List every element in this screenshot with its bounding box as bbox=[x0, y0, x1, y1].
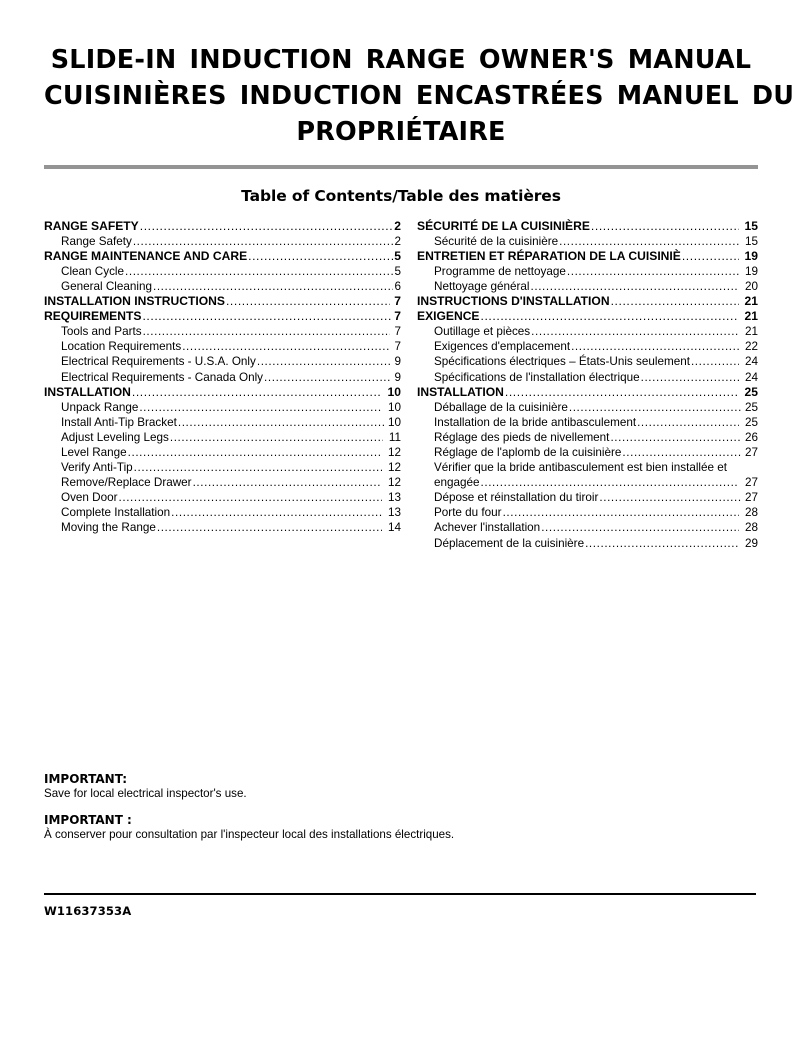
toc-dot-leader bbox=[248, 249, 393, 264]
toc-dot-leader bbox=[119, 490, 382, 505]
toc-entry-page: 27 bbox=[744, 476, 758, 490]
toc-entry[interactable] bbox=[417, 264, 758, 279]
toc-column-english bbox=[44, 219, 401, 536]
toc-entry-label: Installation de la bride antibasculement bbox=[434, 415, 637, 429]
toc-dot-leader bbox=[157, 520, 382, 535]
toc-dot-leader bbox=[264, 370, 390, 385]
toc-entry-label: Electrical Requirements - Canada Only bbox=[61, 370, 264, 384]
toc-entry[interactable] bbox=[44, 264, 401, 279]
toc-entry-page: 24 bbox=[744, 355, 758, 369]
toc-entry-label: Remove/Replace Drawer bbox=[61, 476, 192, 490]
title-divider bbox=[44, 165, 758, 169]
toc-dot-leader bbox=[481, 475, 739, 490]
toc-entry-label: EXIGENCE bbox=[417, 309, 480, 324]
toc-entry-label: Complete Installation bbox=[61, 506, 171, 520]
toc-dot-leader bbox=[503, 505, 739, 520]
toc-entry[interactable] bbox=[417, 339, 758, 354]
toc-dot-leader bbox=[531, 279, 739, 294]
toc-entry-page: 27 bbox=[744, 446, 758, 460]
toc-entry-label-continued bbox=[434, 475, 758, 490]
important-heading-fr: IMPORTANT : bbox=[44, 813, 132, 827]
toc-entry-label2: engagée bbox=[434, 476, 480, 490]
toc-entry-page: 27 bbox=[744, 491, 758, 505]
toc-entry[interactable] bbox=[44, 460, 401, 475]
toc-entry[interactable] bbox=[44, 400, 401, 415]
toc-entry[interactable] bbox=[417, 385, 758, 400]
toc-dot-leader bbox=[641, 370, 741, 385]
toc-entry-page: 12 bbox=[387, 476, 401, 490]
toc-entry[interactable] bbox=[417, 400, 758, 415]
toc-entry-label: Unpack Range bbox=[61, 400, 139, 414]
toc-entry-page: 7 bbox=[394, 340, 401, 354]
toc-entry[interactable] bbox=[44, 430, 401, 445]
toc-entry-page: 5 bbox=[394, 248, 401, 263]
toc-dot-leader bbox=[170, 430, 383, 445]
toc-entry-label: INSTRUCTIONS D'INSTALLATION bbox=[417, 294, 610, 309]
toc-entry-page: 12 bbox=[387, 446, 401, 460]
toc-entry-page: 12 bbox=[387, 461, 401, 475]
toc-entry-page: 26 bbox=[744, 430, 758, 444]
toc-entry[interactable] bbox=[417, 520, 758, 535]
part-number: W11637353A bbox=[44, 904, 132, 918]
toc-dot-leader bbox=[139, 400, 382, 415]
toc-entry[interactable] bbox=[417, 309, 758, 324]
toc-entry[interactable] bbox=[44, 475, 401, 490]
toc-dot-leader bbox=[132, 385, 382, 400]
toc-entry-label: SÉCURITÉ DE LA CUISINIÈRE bbox=[417, 218, 590, 233]
toc-entry-label: Exigences d'emplacement bbox=[434, 340, 571, 354]
important-body-en: Save for local electrical inspector's use. bbox=[44, 787, 247, 800]
toc-entry-page: 9 bbox=[394, 355, 401, 369]
toc-entry-page: 7 bbox=[394, 309, 401, 324]
footer-divider bbox=[44, 893, 756, 895]
toc-entry[interactable] bbox=[417, 460, 758, 490]
toc-dot-leader bbox=[622, 445, 741, 460]
toc-entry[interactable] bbox=[417, 354, 758, 369]
toc-entry[interactable] bbox=[44, 219, 401, 234]
toc-entry-label: INSTALLATION bbox=[417, 384, 504, 399]
toc-entry[interactable] bbox=[44, 370, 401, 385]
toc-dot-leader bbox=[571, 339, 739, 354]
toc-entry[interactable] bbox=[417, 490, 758, 505]
toc-entry-label: Réglage de l'aplomb de la cuisinière bbox=[434, 446, 622, 460]
toc-entry-label: Oven Door bbox=[61, 491, 118, 505]
toc-entry-label: Moving the Range bbox=[61, 521, 156, 535]
toc-entry-page: 15 bbox=[744, 234, 758, 248]
toc-dot-leader bbox=[193, 475, 382, 490]
toc-entry-label: Adjust Leveling Legs bbox=[61, 430, 169, 444]
toc-dot-leader bbox=[531, 324, 739, 339]
toc-entry[interactable] bbox=[44, 309, 401, 324]
toc-entry[interactable] bbox=[44, 354, 401, 369]
toc-dot-leader bbox=[591, 219, 739, 234]
toc-dot-leader bbox=[182, 339, 390, 354]
toc-entry-page: 10 bbox=[387, 384, 401, 399]
table-of-contents bbox=[44, 219, 758, 551]
toc-dot-leader bbox=[585, 536, 739, 551]
toc-entry-label: Outillage et pièces bbox=[434, 325, 531, 339]
toc-entry-label: Porte du four bbox=[434, 506, 502, 520]
toc-entry[interactable] bbox=[44, 415, 401, 430]
toc-dot-leader bbox=[226, 294, 390, 309]
toc-entry-label: Dépose et réinstallation du tiroir bbox=[434, 491, 599, 505]
toc-dot-leader bbox=[682, 249, 739, 264]
toc-dot-leader bbox=[142, 309, 393, 324]
toc-dot-leader bbox=[125, 264, 393, 279]
toc-entry-page: 10 bbox=[387, 415, 401, 429]
toc-dot-leader bbox=[505, 385, 739, 400]
toc-entry-label: Sécurité de la cuisinière bbox=[434, 234, 559, 248]
toc-entry-label: Déballage de la cuisinière bbox=[434, 400, 568, 414]
toc-entry-label: Range Safety bbox=[61, 234, 132, 248]
toc-entry-page: 21 bbox=[744, 325, 758, 339]
toc-entry-page: 6 bbox=[394, 279, 401, 293]
important-heading-en: IMPORTANT: bbox=[44, 772, 128, 786]
toc-entry-page: 2 bbox=[394, 218, 401, 233]
page-title-line-fr-1: CUISINIÈRES INDUCTION ENCASTRÉES MANUEL DU bbox=[44, 81, 795, 112]
toc-dot-leader bbox=[599, 490, 741, 505]
toc-entry-page: 15 bbox=[744, 218, 758, 233]
toc-entry[interactable] bbox=[44, 445, 401, 460]
toc-entry-label: Spécifications de l'installation électrique bbox=[434, 370, 640, 384]
page-footer bbox=[44, 893, 756, 918]
toc-entry[interactable] bbox=[44, 520, 401, 535]
toc-entry-label: Verify Anti-Tip bbox=[61, 461, 133, 475]
toc-dot-leader bbox=[171, 505, 382, 520]
toc-dot-leader bbox=[559, 234, 739, 249]
toc-entry[interactable] bbox=[44, 294, 401, 309]
toc-dot-leader bbox=[567, 264, 739, 279]
important-body-fr: À conserver pour consultation par l'inspecteur local des installations électriques. bbox=[44, 828, 455, 841]
toc-entry-page: 14 bbox=[387, 521, 401, 535]
toc-dot-leader bbox=[178, 415, 384, 430]
toc-entry-label: INSTALLATION bbox=[44, 384, 131, 399]
toc-entry[interactable] bbox=[417, 430, 758, 445]
toc-entry-page: 13 bbox=[387, 506, 401, 520]
toc-entry-label: General Cleaning bbox=[61, 279, 152, 293]
toc-entry[interactable] bbox=[44, 505, 401, 520]
toc-entry-label: Tools and Parts bbox=[61, 325, 142, 339]
toc-entry[interactable] bbox=[417, 536, 758, 551]
toc-entry-page: 13 bbox=[387, 491, 401, 505]
toc-entry-page: 28 bbox=[744, 506, 758, 520]
toc-dot-leader bbox=[133, 234, 394, 249]
toc-entry-page: 21 bbox=[744, 294, 758, 309]
toc-dot-leader bbox=[143, 324, 391, 339]
toc-dot-leader bbox=[541, 520, 739, 535]
toc-heading: Table of Contents/Table des matières bbox=[241, 186, 561, 205]
toc-entry-label: RANGE MAINTENANCE AND CARE bbox=[44, 248, 248, 263]
toc-entry-page: 21 bbox=[744, 309, 758, 324]
toc-entry[interactable] bbox=[417, 505, 758, 520]
toc-entry-label: RANGE SAFETY bbox=[44, 218, 139, 233]
toc-dot-leader bbox=[637, 415, 739, 430]
toc-entry-page: 9 bbox=[394, 370, 401, 384]
toc-entry-page: 7 bbox=[394, 325, 401, 339]
page-title-line-en: SLIDE-IN INDUCTION RANGE OWNER'S MANUAL bbox=[50, 45, 752, 75]
toc-dot-leader bbox=[140, 219, 394, 234]
page-title bbox=[44, 0, 795, 151]
toc-entry-page: 2 bbox=[394, 234, 401, 248]
toc-entry-label: Programme de nettoyage bbox=[434, 264, 566, 278]
toc-dot-leader bbox=[691, 354, 739, 369]
toc-dot-leader bbox=[153, 279, 394, 294]
toc-entry-label: Electrical Requirements - U.S.A. Only bbox=[61, 355, 256, 369]
toc-entry[interactable] bbox=[417, 234, 758, 249]
toc-entry-page: 5 bbox=[394, 264, 401, 278]
toc-entry-page: 22 bbox=[744, 340, 758, 354]
toc-dot-leader bbox=[134, 460, 382, 475]
toc-entry-label: Déplacement de la cuisinière bbox=[434, 536, 585, 550]
toc-entry-page: 19 bbox=[744, 264, 758, 278]
toc-entry-label: ENTRETIEN ET RÉPARATION DE LA CUISINIÈ bbox=[417, 248, 681, 263]
toc-column-french bbox=[401, 219, 758, 551]
important-spacer bbox=[44, 800, 758, 813]
toc-entry-label: Level Range bbox=[61, 446, 127, 460]
toc-entry[interactable] bbox=[417, 324, 758, 339]
toc-dot-leader bbox=[611, 294, 739, 309]
page-title-line-fr-2: PROPRIÉTAIRE bbox=[296, 117, 506, 148]
toc-entry-label: REQUIREMENTS bbox=[44, 309, 142, 324]
toc-entry-page: 10 bbox=[387, 400, 401, 414]
toc-entry[interactable] bbox=[417, 294, 758, 309]
toc-entry-page: 25 bbox=[744, 400, 758, 414]
toc-entry-page: 25 bbox=[744, 384, 758, 399]
important-notice bbox=[44, 772, 758, 841]
toc-entry-label: INSTALLATION INSTRUCTIONS bbox=[44, 294, 225, 309]
toc-entry-page: 11 bbox=[388, 430, 401, 444]
toc-entry-page: 28 bbox=[744, 521, 758, 535]
toc-dot-leader bbox=[128, 445, 382, 460]
toc-entry-page: 20 bbox=[744, 279, 758, 293]
toc-entry[interactable] bbox=[44, 339, 401, 354]
toc-entry[interactable] bbox=[44, 249, 401, 264]
toc-entry[interactable] bbox=[417, 370, 758, 385]
toc-entry-label: Spécifications électriques – États-Unis seulement bbox=[434, 355, 690, 369]
toc-entry[interactable] bbox=[417, 445, 758, 460]
toc-entry-label: Clean Cycle bbox=[61, 264, 125, 278]
toc-entry[interactable] bbox=[417, 279, 758, 294]
toc-dot-leader bbox=[569, 400, 741, 415]
toc-entry-page: 25 bbox=[744, 415, 758, 429]
toc-entry[interactable] bbox=[44, 385, 401, 400]
toc-entry[interactable] bbox=[417, 219, 758, 234]
toc-entry[interactable] bbox=[44, 234, 401, 249]
toc-entry-page: 7 bbox=[394, 294, 401, 309]
toc-entry-label: Vérifier que la bride antibasculement est bien installée et bbox=[434, 461, 728, 475]
toc-entry[interactable] bbox=[417, 249, 758, 264]
toc-entry-label: Nettoyage général bbox=[434, 279, 530, 293]
toc-entry-page: 19 bbox=[744, 248, 758, 263]
toc-entry-label: Achever l'installation bbox=[434, 521, 541, 535]
toc-entry-label: Réglage des pieds de nivellement bbox=[434, 430, 610, 444]
toc-entry-page: 24 bbox=[744, 370, 758, 384]
toc-entry[interactable] bbox=[417, 415, 758, 430]
toc-entry[interactable] bbox=[44, 279, 401, 294]
toc-entry-page: 29 bbox=[744, 536, 758, 550]
toc-entry[interactable] bbox=[44, 324, 401, 339]
toc-entry-label: Install Anti-Tip Bracket bbox=[61, 415, 177, 429]
toc-dot-leader bbox=[610, 430, 741, 445]
toc-dot-leader bbox=[481, 309, 739, 324]
toc-entry-label: Location Requirements bbox=[61, 340, 182, 354]
toc-dot-leader bbox=[257, 354, 391, 369]
toc-entry[interactable] bbox=[44, 490, 401, 505]
